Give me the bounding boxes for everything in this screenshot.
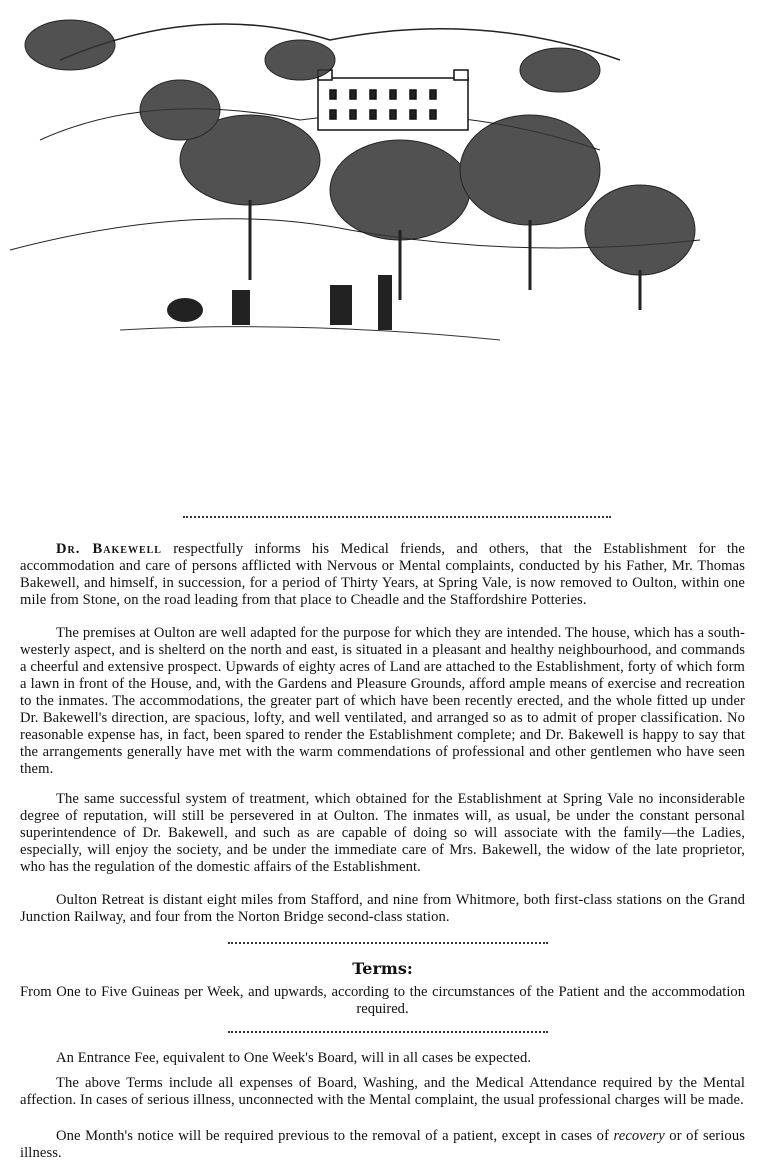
terms-heading: Terms:: [352, 959, 413, 978]
doctor-name: Dr. Bakewell: [56, 541, 162, 557]
premises-paragraph: The premises at Oulton are well adapted for the purpose for which they are intended. The house, which has a south-westerly aspect, and is shelterd on the north and east, is situated in a pleasant and healthy neighbourhood, and commands a cheerful and extensive prospect. Upwards of eighty acres of Land are attached to the Establishment, forty of which form a lawn in front of the House, and, with the Gardens and Pleasure Grounds, afford ample means of exercise and recreation to the inmates. The accommodations, the greater part of which have been recently erected, and the whole fitted up under Dr. Bakewell's direction, are spacious, lofty, and well ventilated, and arranged so as to admit of proper classification. No reasonable expense has, in fact, been spared to render the Establishment complete; and Dr. Bakewell is happy to say that the arrangements generally have met with the warm commendations of professional and other gentlemen who have seen them.: [20, 625, 745, 777]
divider: [228, 1031, 548, 1033]
building: [318, 70, 468, 130]
expenses-paragraph: The above Terms include all expenses of Board, Washing, and the Medical Attendance required by the Mental affection. In cases of serious illness, unconnected with the Mental complaint, the usual professional charges will be made.: [20, 1075, 745, 1108]
location-paragraph: Oulton Retreat is distant eight miles from Stafford, and nine from Whitmore, both first-class stations on the Grand Junction Railway, and four from the Norton Bridge second-class station.: [20, 892, 745, 925]
trees: [25, 20, 695, 275]
divider: [183, 516, 611, 518]
notice-paragraph: One Month's notice will be required previous to the removal of a patient, except in cases of recovery or of serious illness.: [20, 1128, 745, 1161]
terms-text: From One to Five Guineas per Week, and upwards, according to the circumstances of the Patient and the accommodation required.: [20, 984, 745, 1017]
figures: [167, 275, 392, 330]
treatment-paragraph: The same successful system of treatment, which obtained for the Establishment at Spring Vale no inconsiderable degree of reputation, will still be persevered in at Oulton. The inmates will, as usual, be under the constant personal superintendence of Dr. Bakewell, and such as are capable of doing so will associate with the family—the Ladies, especially, will enjoy the society, and be under the immediate care of Mrs. Bakewell, the widow of the late proprietor, who has the regulation of the domestic affairs of the Establishment.: [20, 791, 745, 875]
intro-paragraph: Dr. Bakewell respectfully informs his Medical friends, and others, that the Establishment for the accommodation and care of persons afflicted with Nervous or Mental complaints, conducted by his Father, Mr. Thomas Bakewell, and himself, in succession, for a period of Thirty Years, at Spring Vale, is now removed to Oulton, within one mile from Stone, on the road leading from that place to Cheadle and the Staffordshire Potteries.: [20, 541, 745, 608]
engraving-illustration: [0, 0, 760, 400]
entrance-fee-paragraph: An Entrance Fee, equivalent to One Week's Board, will in all cases be expected.: [56, 1050, 532, 1066]
divider: [228, 942, 548, 944]
